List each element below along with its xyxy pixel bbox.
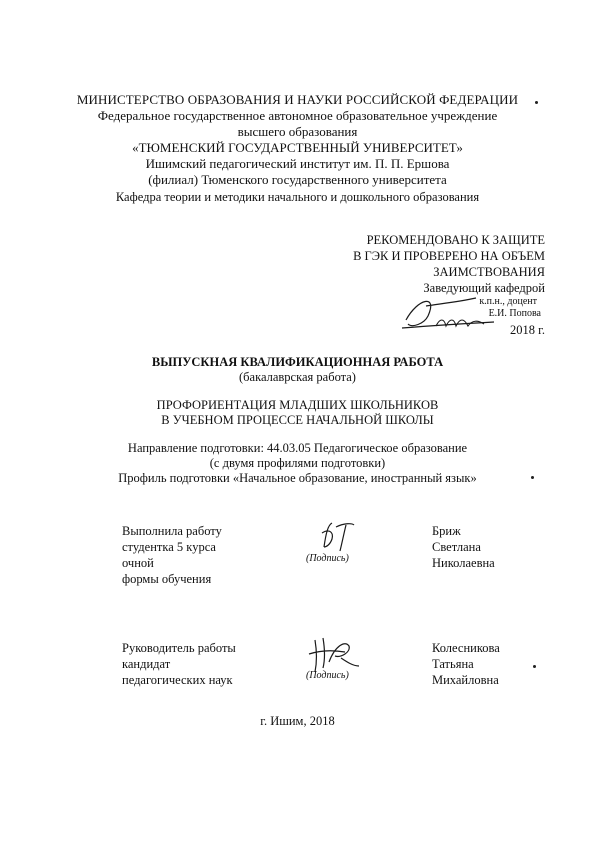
- supervisor-role-line: Руководитель работы: [122, 641, 236, 655]
- student-role-line: студентка 5 курса: [122, 540, 216, 554]
- student-name-line: Бриж: [432, 524, 461, 538]
- thesis-topic: [0, 398, 595, 428]
- supervisor-role-line: кандидат: [122, 657, 171, 671]
- student-name: [432, 523, 495, 571]
- institution-header: [0, 92, 595, 188]
- student-role-line: очной: [122, 556, 154, 570]
- thesis-subtitle: (бакалаврская работа): [239, 370, 356, 384]
- student-signature-caption: (Подпись): [306, 553, 349, 564]
- approval-line-3: ЗАИМСТВОВАНИЯ: [433, 265, 545, 279]
- head-degree: к.п.н., доцент: [479, 296, 537, 307]
- student-name-line: Николаевна: [432, 556, 495, 570]
- approval-line-2: В ГЭК И ПРОВЕРЕНО НА ОБЪЕМ: [353, 249, 545, 263]
- approval-line-1: РЕКОМЕНДОВАНО К ЗАЩИТЕ: [366, 233, 545, 247]
- ministry-name: МИНИСТЕРСТВО ОБРАЗОВАНИЯ И НАУКИ РОССИЙСКОЙ ФЕДЕРАЦИИ: [76, 92, 519, 107]
- university-name: «ТЮМЕНСКИЙ ГОСУДАРСТВЕННЫЙ УНИВЕРСИТЕТ»: [132, 140, 463, 155]
- student-role-line: Выполнила работу: [122, 524, 222, 538]
- topic-line-1: ПРОФОРИЕНТАЦИЯ МЛАДШИХ ШКОЛЬНИКОВ: [156, 398, 439, 412]
- direction-line-2: (с двумя профилями подготовки): [209, 456, 386, 470]
- supervisor-name-line: Колесникова: [432, 641, 500, 655]
- scan-speck: [535, 101, 538, 104]
- student-role-line: формы обучения: [122, 572, 212, 586]
- student-signature: [318, 519, 358, 555]
- supervisor-role-line: педагогических наук: [122, 673, 233, 687]
- student-row: [0, 523, 595, 603]
- branch-line-2: (филиал) Тюменского государственного университета: [148, 172, 447, 187]
- scan-speck: [531, 476, 534, 479]
- head-name: Е.И. Попова: [488, 308, 541, 319]
- department-name: [0, 190, 595, 205]
- direction-line-3: Профиль подготовки «Начальное образование, иностранный язык»: [118, 471, 477, 485]
- study-direction: [0, 441, 595, 486]
- direction-line-1: Направление подготовки: 44.03.05 Педагогическое образование: [127, 441, 468, 455]
- head-title: Заведующий кафедрой: [423, 281, 545, 295]
- institution-type-line-1: Федеральное государственное автономное образовательное учреждение: [97, 108, 498, 123]
- supervisor-name: [432, 640, 500, 688]
- thesis-heading: [0, 355, 595, 385]
- scan-speck: [533, 665, 536, 668]
- thesis-title: ВЫПУСКНАЯ КВАЛИФИКАЦИОННАЯ РАБОТА: [151, 355, 444, 369]
- institution-type-line-2: высшего образования: [237, 124, 358, 139]
- supervisor-signature-caption: (Подпись): [306, 670, 349, 681]
- department-text: Кафедра теории и методики начального и дошкольного образования: [115, 190, 480, 204]
- head-signature: [398, 288, 508, 334]
- city-year-text: г. Ишим, 2018: [260, 714, 335, 728]
- approval-date: 2018 г.: [510, 323, 545, 337]
- student-role: [122, 523, 222, 587]
- supervisor-name-line: Михайловна: [432, 673, 499, 687]
- topic-line-2: В УЧЕБНОМ ПРОЦЕССЕ НАЧАЛЬНОЙ ШКОЛЫ: [161, 413, 434, 427]
- supervisor-role: [122, 640, 236, 688]
- student-name-line: Светлана: [432, 540, 481, 554]
- supervisor-name-line: Татьяна: [432, 657, 474, 671]
- branch-line-1: Ишимский педагогический институт им. П. П. Ершова: [145, 156, 450, 171]
- city-year: [0, 714, 595, 729]
- supervisor-row: [0, 640, 595, 720]
